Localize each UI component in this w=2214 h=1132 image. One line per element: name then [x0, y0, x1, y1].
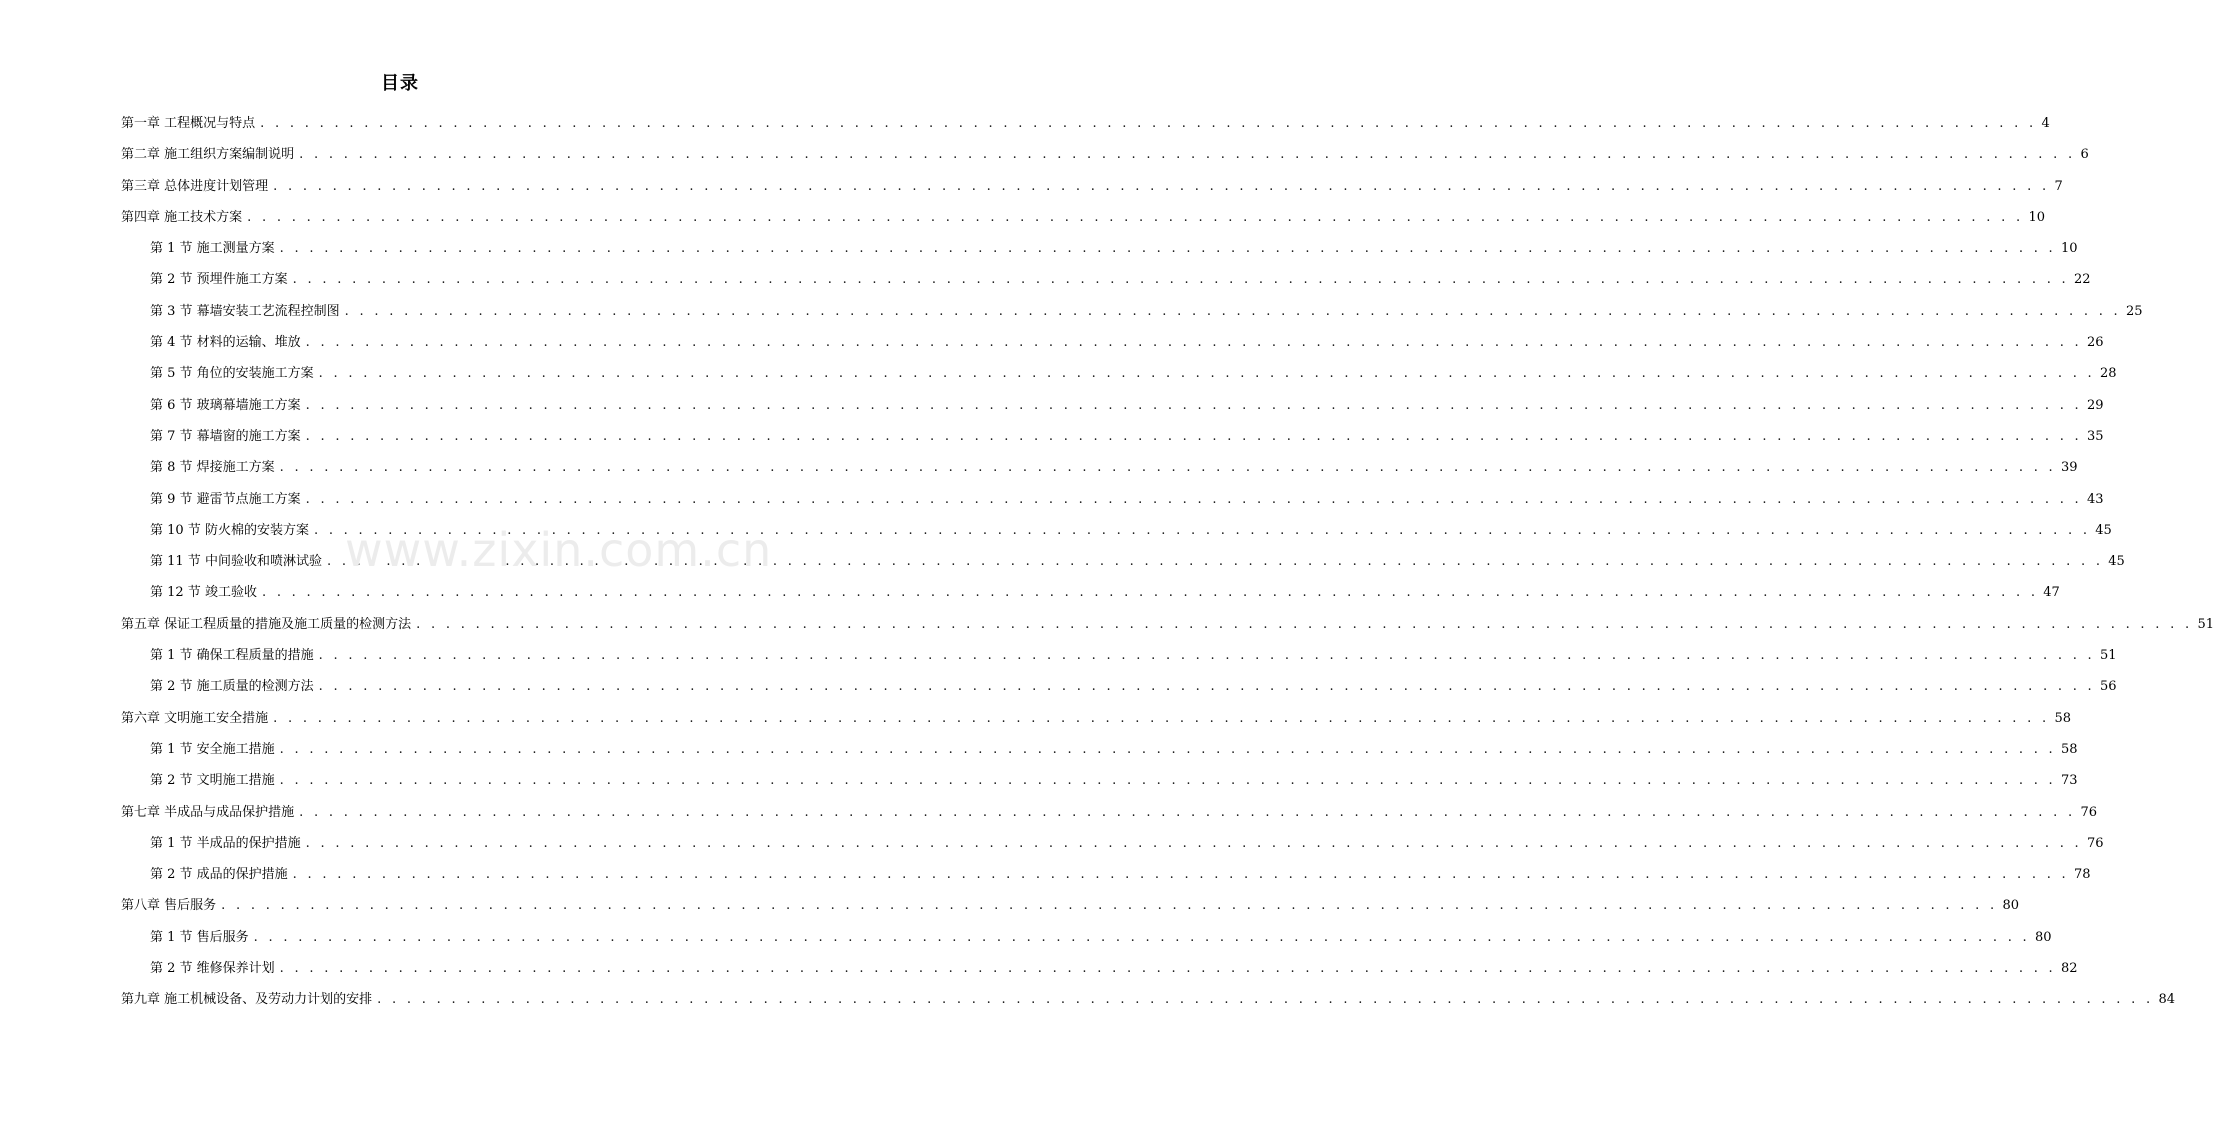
toc-section-entry[interactable] [0, 390, 2104, 421]
toc-entry-page-number: 58 [2061, 741, 2078, 757]
toc-section-entry[interactable] [0, 671, 2117, 702]
dot-leader: . . . . . . . . . . . . . . . . . . . . . . . . . . . . . . . . . . . . . . . . . . . . . . . . . . . . . . . . . . . . . . . . . . . . . . . . . . . . . . . . . . . . . . . . . . . . . . . . . . . . . . . . . . . . . . . . . . . . . . . . [305, 835, 2082, 851]
toc-chapter-entry[interactable] [0, 139, 2089, 170]
toc-entry-label: 第 6 节 玻璃幕墙施工方案 [150, 397, 301, 413]
toc-entry-page-number: 22 [2074, 272, 2091, 288]
toc-entry-page-number: 29 [2087, 397, 2104, 413]
toc-section-entry[interactable] [0, 922, 2052, 953]
toc-entry-page-number: 51 [2100, 648, 2117, 664]
toc-section-entry[interactable] [0, 421, 2104, 452]
dot-leader: . . . . . . . . . . . . . . . . . . . . . . . . . . . . . . . . . . . . . . . . . . . . . . . . . . . . . . . . . . . . . . . . . . . . . . . . . . . . . . . . . . . . . . . . . . . . . . . . . . . . . . . . . . . . . . . . . . . . . . . . [299, 147, 2076, 163]
toc-section-entry[interactable] [0, 233, 2078, 264]
toc-entry-page-number: 58 [2054, 710, 2072, 726]
toc-chapter-entry[interactable] [0, 890, 2020, 921]
toc-entry-page-number: 84 [2158, 992, 2176, 1008]
toc-entry-label: 第 2 节 成品的保护措施 [150, 867, 288, 883]
toc-section-entry[interactable] [0, 296, 2143, 327]
toc-entry-page-number: 43 [2087, 491, 2104, 507]
toc-section-entry[interactable] [0, 515, 2112, 546]
dot-leader: . . . . . . . . . . . . . . . . . . . . . . . . . . . . . . . . . . . . . . . . . . . . . . . . . . . . . . . . . . . . . . . . . . . . . . . . . . . . . . . . . . . . . . . . . . . . . . . . . . . . . . . . . . . . . . . . . . . . . . . . [318, 648, 2095, 664]
toc-section-entry[interactable] [0, 264, 2091, 295]
dot-leader: . . . . . . . . . . . . . . . . . . . . . . . . . . . . . . . . . . . . . . . . . . . . . . . . . . . . . . . . . . . . . . . . . . . . . . . . . . . . . . . . . . . . . . . . . . . . . . . . . . . . . . . . . . . . . . . . . . . . . . . . [318, 679, 2095, 695]
toc-entry-page-number: 76 [2087, 835, 2104, 851]
toc-entry-page-number: 7 [2054, 178, 2063, 194]
toc-entry-page-number: 6 [2080, 147, 2089, 163]
toc-entry-label: 第八章 售后服务 [121, 898, 217, 914]
dot-leader: . . . . . . . . . . . . . . . . . . . . . . . . . . . . . . . . . . . . . . . . . . . . . . . . . . . . . . . . . . . . . . . . . . . . . . . . . . . . . . . . . . . . . . . . . . . . . . . . . . . . . . . . . . . . . . . . . . . . . . . . [313, 522, 2091, 538]
toc-entry-page-number: 47 [2043, 585, 2060, 601]
toc-entry-page-number: 35 [2087, 428, 2104, 444]
dot-leader: . . . . . . . . . . . . . . . . . . . . . . . . . . . . . . . . . . . . . . . . . . . . . . . . . . . . . . . . . . . . . . . . . . . . . . . . . . . . . . . . . . . . . . . . . . . . . . . . . . . . . . . . . . . . . . . . . . . . . . . . [344, 303, 2121, 319]
dot-leader: . . . . . . . . . . . . . . . . . . . . . . . . . . . . . . . . . . . . . . . . . . . . . . . . . . . . . . . . . . . . . . . . . . . . . . . . . . . . . . . . . . . . . . . . . . . . . . . . . . . . . . . . . . . . . . . . . . . . . . . . [253, 929, 2030, 945]
toc-entry-page-number: 80 [2002, 898, 2020, 914]
toc-entry-page-number: 56 [2100, 679, 2117, 695]
toc-entry-page-number: 25 [2126, 303, 2143, 319]
toc-entry-label: 第三章 总体进度计划管理 [121, 178, 269, 194]
toc-chapter-entry[interactable] [0, 609, 2214, 640]
toc-section-entry[interactable] [0, 546, 2125, 577]
toc-entry-page-number: 80 [2035, 929, 2052, 945]
toc-entry-page-number: 78 [2074, 867, 2091, 883]
toc-entry-label: 第 1 节 确保工程质量的措施 [150, 648, 314, 664]
dot-leader: . . . . . . . . . . . . . . . . . . . . . . . . . . . . . . . . . . . . . . . . . . . . . . . . . . . . . . . . . . . . . . . . . . . . . . . . . . . . . . . . . . . . . . . . . . . . . . . . . . . . . . . . . . . . . . . . . . . . . . . . [299, 804, 2076, 820]
toc-entry-label: 第 12 节 竣工验收 [150, 585, 257, 601]
toc-entry-label: 第一章 工程概况与特点 [121, 116, 256, 131]
toc-entry-label: 第 2 节 文明施工措施 [150, 773, 275, 789]
dot-leader: . . . . . . . . . . . . . . . . . . . . . . . . . . . . . . . . . . . . . . . . . . . . . . . . . . . . . . . . . . . . . . . . . . . . . . . . . . . . . . . . . . . . . . . . . . . . . . . . . . . . . . . . . . . . . . . . . . . . . . . . [318, 366, 2095, 382]
dot-leader: . . . . . . . . . . . . . . . . . . . . . . . . . . . . . . . . . . . . . . . . . . . . . . . . . . . . . . . . . . . . . . . . . . . . . . . . . . . . . . . . . . . . . . . . . . . . . . . . . . . . . . . . . . . . . . . . . . . . . . . . [279, 460, 2056, 476]
toc-entry-label: 第 2 节 维修保养计划 [150, 961, 275, 977]
toc-entry-label: 第五章 保证工程质量的措施及施工质量的检测方法 [121, 616, 412, 632]
toc-section-entry[interactable] [0, 953, 2078, 984]
toc-section-entry[interactable] [0, 358, 2117, 389]
dot-leader: . . . . . . . . . . . . . . . . . . . . . . . . . . . . . . . . . . . . . . . . . . . . . . . . . . . . . . . . . . . . . . . . . . . . . . . . . . . . . . . . . . . . . . . . . . . . . . . . . . . . . . . . . . . . . . . . . . . . . . . . [305, 428, 2082, 444]
toc-title: 目录 [381, 73, 419, 94]
dot-leader: . . . . . . . . . . . . . . . . . . . . . . . . . . . . . . . . . . . . . . . . . . . . . . . . . . . . . . . . . . . . . . . . . . . . . . . . . . . . . . . . . . . . . . . . . . . . . . . . . . . . . . . . . . . . . . . . . . . . . . . . [326, 554, 2104, 570]
toc-entry-label: 第 3 节 幕墙安装工艺流程控制图 [150, 303, 340, 319]
dot-leader: . . . . . . . . . . . . . . . . . . . . . . . . . . . . . . . . . . . . . . . . . . . . . . . . . . . . . . . . . . . . . . . . . . . . . . . . . . . . . . . . . . . . . . . . . . . . . . . . . . . . . . . . . . . . . . . . . . . . . . . . [260, 116, 2037, 131]
toc-entry-page-number: 76 [2080, 804, 2098, 820]
dot-leader: . . . . . . . . . . . . . . . . . . . . . . . . . . . . . . . . . . . . . . . . . . . . . . . . . . . . . . . . . . . . . . . . . . . . . . . . . . . . . . . . . . . . . . . . . . . . . . . . . . . . . . . . . . . . . . . . . . . . . . . . [292, 272, 2069, 288]
dot-leader: . . . . . . . . . . . . . . . . . . . . . . . . . . . . . . . . . . . . . . . . . . . . . . . . . . . . . . . . . . . . . . . . . . . . . . . . . . . . . . . . . . . . . . . . . . . . . . . . . . . . . . . . . . . . . . . . . . . . . . . . [261, 585, 2039, 601]
toc-entry-label: 第 9 节 避雷节点施工方案 [150, 491, 301, 507]
toc-entry-label: 第 7 节 幕墙窗的施工方案 [150, 428, 301, 444]
toc-entry-label: 第四章 施工技术方案 [121, 209, 243, 225]
toc-entry-label: 第 1 节 安全施工措施 [150, 741, 275, 757]
toc-entry-label: 第七章 半成品与成品保护措施 [121, 804, 295, 820]
toc-entry-page-number: 4 [2041, 116, 2050, 131]
dot-leader: . . . . . . . . . . . . . . . . . . . . . . . . . . . . . . . . . . . . . . . . . . . . . . . . . . . . . . . . . . . . . . . . . . . . . . . . . . . . . . . . . . . . . . . . . . . . . . . . . . . . . . . . . . . . . . . . . . . . . . . . [279, 241, 2056, 257]
toc-entry-label: 第六章 文明施工安全措施 [121, 710, 269, 726]
toc-chapter-entry[interactable] [0, 703, 2072, 734]
dot-leader: . . . . . . . . . . . . . . . . . . . . . . . . . . . . . . . . . . . . . . . . . . . . . . . . . . . . . . . . . . . . . . . . . . . . . . . . . . . . . . . . . . . . . . . . . . . . . . . . . . . . . . . . . . . . . . . . . . . . . . . . [305, 397, 2082, 413]
toc-entry-label: 第 8 节 焊接施工方案 [150, 460, 275, 476]
toc-section-entry[interactable] [0, 859, 2091, 890]
toc-entry-page-number: 39 [2061, 460, 2078, 476]
toc-section-entry[interactable] [0, 765, 2078, 796]
toc-entry-label: 第九章 施工机械设备、及劳动力计划的安排 [121, 992, 373, 1008]
toc-entry-label: 第 5 节 角位的安装施工方案 [150, 366, 314, 382]
dot-leader: . . . . . . . . . . . . . . . . . . . . . . . . . . . . . . . . . . . . . . . . . . . . . . . . . . . . . . . . . . . . . . . . . . . . . . . . . . . . . . . . . . . . . . . . . . . . . . . . . . . . . . . . . . . . . . . . . . . . . . . . [279, 773, 2056, 789]
toc-section-entry[interactable] [0, 828, 2104, 859]
dot-leader: . . . . . . . . . . . . . . . . . . . . . . . . . . . . . . . . . . . . . . . . . . . . . . . . . . . . . . . . . . . . . . . . . . . . . . . . . . . . . . . . . . . . . . . . . . . . . . . . . . . . . . . . . . . . . . . . . . . . . . . . [221, 898, 1998, 914]
toc-entry-label: 第 2 节 施工质量的检测方法 [150, 679, 314, 695]
dot-leader: . . . . . . . . . . . . . . . . . . . . . . . . . . . . . . . . . . . . . . . . . . . . . . . . . . . . . . . . . . . . . . . . . . . . . . . . . . . . . . . . . . . . . . . . . . . . . . . . . . . . . . . . . . . . . . . . . . . . . . . . [273, 710, 2050, 726]
toc-entry-label: 第 1 节 半成品的保护措施 [150, 835, 301, 851]
dot-leader: . . . . . . . . . . . . . . . . . . . . . . . . . . . . . . . . . . . . . . . . . . . . . . . . . . . . . . . . . . . . . . . . . . . . . . . . . . . . . . . . . . . . . . . . . . . . . . . . . . . . . . . . . . . . . . . . . . . . . . . . [305, 335, 2082, 351]
dot-leader: . . . . . . . . . . . . . . . . . . . . . . . . . . . . . . . . . . . . . . . . . . . . . . . . . . . . . . . . . . . . . . . . . . . . . . . . . . . . . . . . . . . . . . . . . . . . . . . . . . . . . . . . . . . . . . . . . . . . . . . . [305, 491, 2082, 507]
dot-leader: . . . . . . . . . . . . . . . . . . . . . . . . . . . . . . . . . . . . . . . . . . . . . . . . . . . . . . . . . . . . . . . . . . . . . . . . . . . . . . . . . . . . . . . . . . . . . . . . . . . . . . . . . . . . . . . . . . . . . . . . [377, 992, 2154, 1008]
toc-entry-page-number: 28 [2100, 366, 2117, 382]
toc-entry-page-number: 82 [2061, 961, 2078, 977]
watermark: www.zixin.com.cn [345, 523, 773, 577]
toc-chapter-entry[interactable] [0, 202, 2046, 233]
toc-section-entry[interactable] [0, 484, 2104, 515]
toc-entry-label: 第 1 节 施工测量方案 [150, 241, 275, 257]
toc-entry-label: 第 1 节 售后服务 [150, 929, 249, 945]
toc-entry-label: 第 4 节 材料的运输、堆放 [150, 335, 301, 351]
toc-section-entry[interactable] [0, 640, 2117, 671]
toc-entry-label: 第 10 节 防火棉的安装方案 [150, 522, 309, 538]
toc-entry-page-number: 45 [2108, 554, 2125, 570]
toc-entry-label: 第二章 施工组织方案编制说明 [121, 147, 295, 163]
toc-entry-label: 第 2 节 预埋件施工方案 [150, 272, 288, 288]
toc-chapter-entry[interactable] [0, 171, 2063, 202]
toc-chapter-entry[interactable] [0, 984, 2176, 1015]
toc-entry-label: 第 11 节 中间验收和喷淋试验 [150, 554, 322, 570]
toc-entry-page-number: 10 [2061, 241, 2078, 257]
toc-chapter-entry[interactable] [0, 797, 2098, 828]
dot-leader: . . . . . . . . . . . . . . . . . . . . . . . . . . . . . . . . . . . . . . . . . . . . . . . . . . . . . . . . . . . . . . . . . . . . . . . . . . . . . . . . . . . . . . . . . . . . . . . . . . . . . . . . . . . . . . . . . . . . . . . . [247, 209, 2024, 225]
toc-entry-page-number: 10 [2028, 209, 2046, 225]
dot-leader: . . . . . . . . . . . . . . . . . . . . . . . . . . . . . . . . . . . . . . . . . . . . . . . . . . . . . . . . . . . . . . . . . . . . . . . . . . . . . . . . . . . . . . . . . . . . . . . . . . . . . . . . . . . . . . . . . . . . . . . . [273, 178, 2050, 194]
dot-leader: . . . . . . . . . . . . . . . . . . . . . . . . . . . . . . . . . . . . . . . . . . . . . . . . . . . . . . . . . . . . . . . . . . . . . . . . . . . . . . . . . . . . . . . . . . . . . . . . . . . . . . . . . . . . . . . . . . . . . . . . [416, 616, 2193, 632]
dot-leader: . . . . . . . . . . . . . . . . . . . . . . . . . . . . . . . . . . . . . . . . . . . . . . . . . . . . . . . . . . . . . . . . . . . . . . . . . . . . . . . . . . . . . . . . . . . . . . . . . . . . . . . . . . . . . . . . . . . . . . . . [279, 961, 2056, 977]
toc-chapter-entry[interactable] [0, 108, 2050, 139]
toc-entry-page-number: 51 [2197, 616, 2214, 632]
toc-entry-page-number: 26 [2087, 335, 2104, 351]
toc-section-entry[interactable] [0, 452, 2078, 483]
toc-entry-page-number: 45 [2095, 522, 2112, 538]
dot-leader: . . . . . . . . . . . . . . . . . . . . . . . . . . . . . . . . . . . . . . . . . . . . . . . . . . . . . . . . . . . . . . . . . . . . . . . . . . . . . . . . . . . . . . . . . . . . . . . . . . . . . . . . . . . . . . . . . . . . . . . . [279, 741, 2056, 757]
dot-leader: . . . . . . . . . . . . . . . . . . . . . . . . . . . . . . . . . . . . . . . . . . . . . . . . . . . . . . . . . . . . . . . . . . . . . . . . . . . . . . . . . . . . . . . . . . . . . . . . . . . . . . . . . . . . . . . . . . . . . . . . [292, 867, 2069, 883]
toc-section-entry[interactable] [0, 327, 2104, 358]
toc-section-entry[interactable] [0, 734, 2078, 765]
table-of-contents [0, 108, 2214, 1016]
toc-section-entry[interactable] [0, 577, 2060, 608]
toc-entry-page-number: 73 [2061, 773, 2078, 789]
